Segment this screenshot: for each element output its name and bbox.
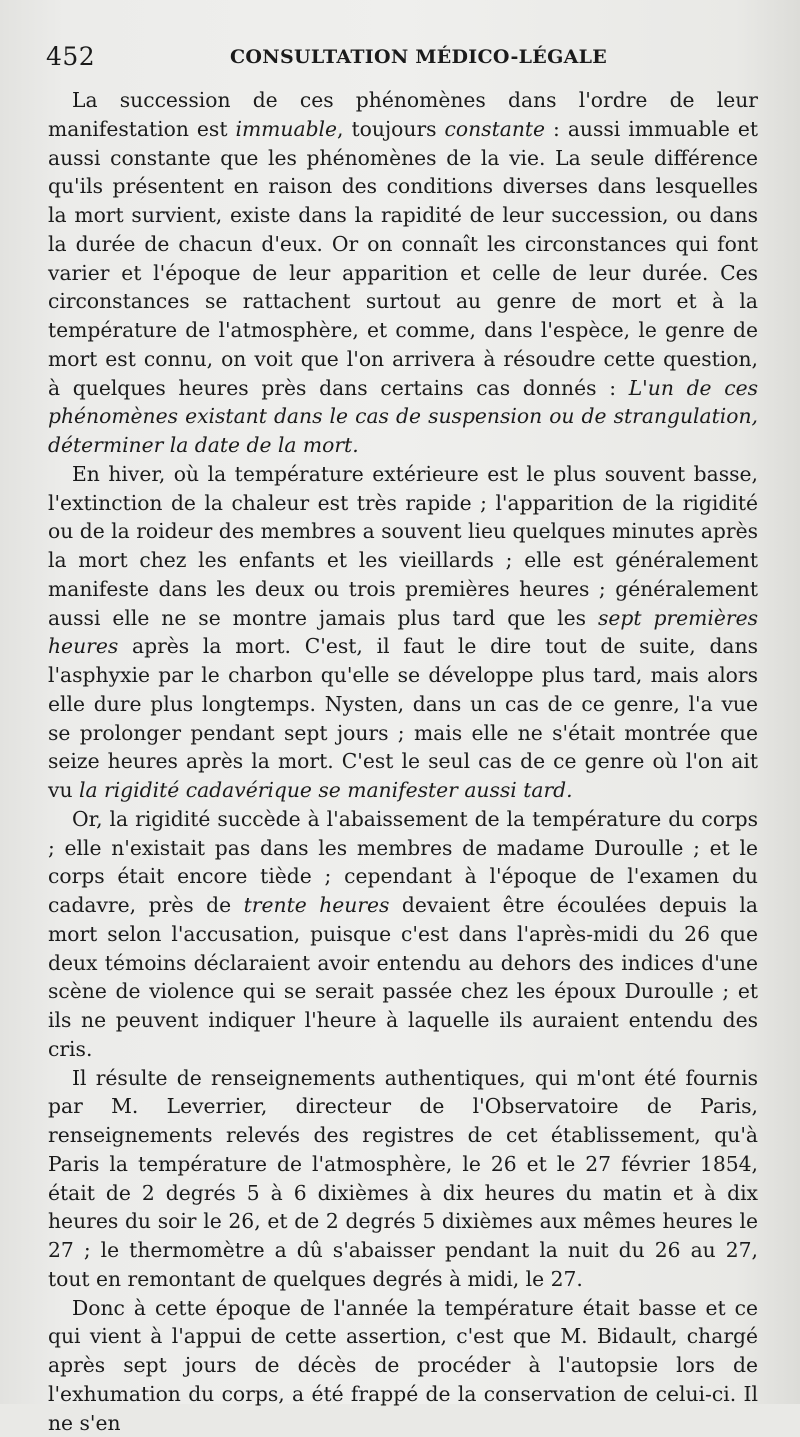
page-header bbox=[46, 42, 766, 78]
text-run: La succession de ces phénomènes dans l'ordre de leur manifestation est bbox=[48, 88, 758, 141]
paragraph-2 bbox=[48, 460, 758, 805]
paragraph-4 bbox=[48, 1064, 758, 1294]
text-run: devaient être écoulées depuis la mort selon l'accusation, puisque c'est dans l'après-midi du 26 que deux témoins déclaraient avoir entendu au dehors des indices d'une scène de violence qui se serait passée chez les époux Duroulle ; et ils ne peuvent indiquer l'heure à laquelle ils auraient entendu des cris. bbox=[48, 893, 758, 1061]
italic-text: constante bbox=[445, 117, 546, 141]
page-number: 452 bbox=[46, 42, 95, 71]
italic-text: la rigidité cadavérique se manifester aussi tard. bbox=[79, 778, 573, 802]
body-text bbox=[48, 86, 758, 1437]
text-run: après la mort. C'est, il faut le dire tout de suite, dans l'asphyxie par le charbon qu'elle se développe plus tard, mais alors elle dure plus longtemps. Nysten, dans un cas de ce genre, l'a vue se prolonger pendant sept jours ; mais elle ne s'était montrée que seize heures après la mort. C'est le seul cas de ce genre où l'on ait vu bbox=[48, 634, 758, 802]
italic-text: L'un de ces phénomènes existant dans le cas de suspension ou de strangulation, déterminer la date de la mort. bbox=[48, 376, 758, 458]
italic-text: trente heures bbox=[244, 893, 390, 917]
text-run: : aussi immuable et aussi constante que les phénomènes de la vie. La seule différence qu'ils présentent en raison des conditions diverses dans lesquelles la mort survient, existe dans la rapidité de leur succession, ou dans la durée de chacun d'eux. Or on connaît les circonstances qui font varier et l'époque de leur apparition et celle de leur durée. Ces circonstances se rattachent surtout au genre de mort et à la température de l'atmosphère, et comme, dans l'espèce, le genre de mort est connu, on voit que l'on arrivera à résoudre cette question, à quelques heures près dans certains cas donnés : bbox=[48, 117, 758, 400]
paragraph-1 bbox=[48, 86, 758, 460]
text-run: Il résulte de renseignements authentiques, qui m'ont été fournis par M. Leverrier, directeur de l'Observatoire de Paris, renseignements relevés des registres de cet établissement, qu'à Paris la température de l'atmosphère, le 26 et le 27 février 1854, était de 2 degrés 5 à 6 dixièmes à dix heures du matin et à dix heures du soir le 26, et de 2 degrés 5 dixièmes aux mêmes heures le 27 ; le thermomètre a dû s'abaisser pendant la nuit du 26 au 27, tout en remontant de quelques degrés à midi, le 27. bbox=[48, 1066, 758, 1291]
running-head: CONSULTATION MÉDICO-LÉGALE bbox=[230, 46, 607, 68]
italic-text: immuable bbox=[235, 117, 337, 141]
text-run: En hiver, où la température extérieure est le plus souvent basse, l'extinction de la chaleur est très rapide ; l'apparition de la rigidité ou de la roideur des membres a souvent lieu quelques minutes après la mort chez les enfants et les vieillards ; elle est généralement manifeste dans les deux ou trois premières heures ; généralement aussi elle ne se montre jamais plus tard que les bbox=[48, 462, 758, 630]
paragraph-5 bbox=[48, 1294, 758, 1437]
text-run: , toujours bbox=[337, 117, 445, 141]
italic-text: sept premières heures bbox=[48, 606, 758, 659]
text-run: Or, la rigidité succède à l'abaissement de la température du corps ; elle n'existait pas dans les membres de madame Duroulle ; et le corps était encore tiède ; cependant à l'époque de l'examen du cadavre, près de bbox=[48, 807, 758, 917]
paragraph-3 bbox=[48, 805, 758, 1064]
text-run: Donc à cette époque de l'année la température était basse et ce qui vient à l'appui de cette assertion, c'est que M. Bidault, chargé après sept jours de décès de procéder à l'autopsie lors de l'exhumation du corps, a été frappé de la conservation de celui-ci. Il ne s'en bbox=[48, 1296, 758, 1435]
